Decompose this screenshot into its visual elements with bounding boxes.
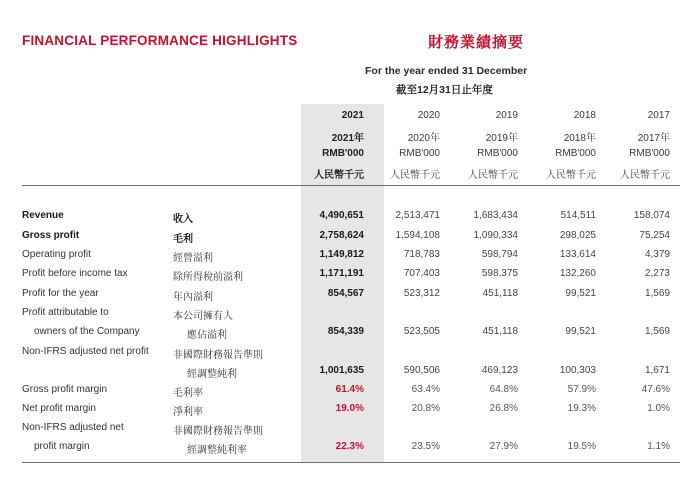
cell-value: 75,254 <box>639 230 670 241</box>
row-label-zh: 除所得稅前溢利 <box>173 272 243 283</box>
cell-value: 57.9% <box>567 384 596 395</box>
row-label-en: Profit for the year <box>22 288 99 299</box>
cell-value: 61.4% <box>335 384 364 395</box>
cell-value: 1,149,812 <box>319 249 364 260</box>
row-label-zh: 毛利率 <box>173 388 203 399</box>
period-en: For the year ended 31 December <box>365 65 528 77</box>
cell-value: 63.4% <box>411 384 440 395</box>
cell-value: 4,379 <box>644 249 670 260</box>
header-year: 2021 <box>341 110 364 121</box>
row-label-en: Gross profit <box>22 230 80 241</box>
cell-value: 590,506 <box>403 365 440 376</box>
cell-value: 64.8% <box>489 384 518 395</box>
cell-value: 133,614 <box>559 249 596 260</box>
header-year: 2019 <box>495 110 518 121</box>
header-unit-en: RMB'000 <box>477 148 518 159</box>
row-label-zh-cont: 應佔溢利 <box>187 330 227 341</box>
bottom-rule <box>22 462 680 463</box>
header-year: 2017 <box>647 110 670 121</box>
cell-value: 132,260 <box>559 268 596 279</box>
header-unit-en: RMB'000 <box>399 148 440 159</box>
cell-value: 1,683,434 <box>473 210 518 221</box>
cell-value: 99,521 <box>565 288 596 299</box>
cell-value: 158,074 <box>633 210 670 221</box>
cell-value: 523,312 <box>403 288 440 299</box>
row-label-zh: 非國際財務報告準則 <box>173 350 263 361</box>
row-label-zh: 毛利 <box>173 234 193 245</box>
row-label-zh: 淨利率 <box>173 407 203 418</box>
cell-value: 19.5% <box>567 441 596 452</box>
cell-value: 451,118 <box>482 326 518 337</box>
period-zh: 截至12月31日止年度 <box>396 84 493 96</box>
row-label-en-cont: profit margin <box>34 441 90 452</box>
header-unit-zh: 人民幣千元 <box>468 170 518 181</box>
row-label-zh: 經營溢利 <box>173 253 213 264</box>
cell-value: 718,783 <box>403 249 440 260</box>
row-label-en: Non-IFRS adjusted net <box>22 422 124 433</box>
row-label-zh: 非國際財務報告準則 <box>173 426 263 437</box>
header-unit-zh: 人民幣千元 <box>314 170 364 181</box>
row-label-en: Profit before income tax <box>22 268 128 279</box>
cell-value: 598,794 <box>481 249 518 260</box>
row-label-zh-cont: 經調整純利 <box>187 369 237 380</box>
cell-value: 27.9% <box>489 441 518 452</box>
header-year-zh: 2017年 <box>637 133 670 144</box>
cell-value: 2,513,471 <box>395 210 440 221</box>
header-unit-zh: 人民幣千元 <box>620 170 670 181</box>
row-label-zh: 年內溢利 <box>173 292 213 303</box>
cell-value: 22.3% <box>335 441 364 452</box>
cell-value: 469,123 <box>481 365 518 376</box>
title-zh: 財務業績摘要 <box>428 34 525 51</box>
header-year: 2018 <box>573 110 596 121</box>
row-label-en: Operating profit <box>22 249 91 260</box>
cell-value: 99,521 <box>565 326 596 337</box>
cell-value: 598,375 <box>481 268 518 279</box>
cell-value: 1,171,191 <box>319 268 364 279</box>
header-year-zh: 2020年 <box>407 133 440 144</box>
cell-value: 23.5% <box>411 441 440 452</box>
cell-value: 1,090,334 <box>473 230 518 241</box>
cell-value: 2,758,624 <box>319 230 364 241</box>
row-label-en: Profit attributable to <box>22 307 109 318</box>
cell-value: 1,671 <box>644 365 670 376</box>
cell-value: 451,118 <box>482 288 518 299</box>
top-rule <box>22 185 680 186</box>
cell-value: 1,001,635 <box>319 365 364 376</box>
cell-value: 19.3% <box>567 403 596 414</box>
cell-value: 854,339 <box>327 326 364 337</box>
cell-value: 26.8% <box>489 403 518 414</box>
cell-value: 19.0% <box>335 403 364 414</box>
header-unit-zh: 人民幣千元 <box>546 170 596 181</box>
row-label-en: Net profit margin <box>22 403 96 414</box>
cell-value: 523,505 <box>403 326 440 337</box>
header-unit-en: RMB'000 <box>322 148 364 159</box>
cell-value: 298,025 <box>559 230 596 241</box>
header-year-zh: 2021年 <box>331 133 364 144</box>
row-label-zh: 本公司擁有人 <box>173 311 233 322</box>
header-year-zh: 2019年 <box>485 133 518 144</box>
header-unit-en: RMB'000 <box>555 148 596 159</box>
cell-value: 20.8% <box>411 403 440 414</box>
row-label-en: Revenue <box>22 210 64 221</box>
row-label-zh: 收入 <box>173 214 193 225</box>
cell-value: 1,569 <box>644 326 670 337</box>
cell-value: 854,567 <box>327 288 364 299</box>
row-label-en: Gross profit margin <box>22 384 108 395</box>
cell-value: 1,569 <box>644 288 670 299</box>
cell-value: 47.6% <box>641 384 670 395</box>
header-year-zh: 2018年 <box>563 133 596 144</box>
header-unit-en: RMB'000 <box>629 148 670 159</box>
cell-value: 1,594,108 <box>395 230 440 241</box>
cell-value: 4,490,651 <box>319 210 364 221</box>
cell-value: 707,403 <box>403 268 440 279</box>
row-label-en: Non-IFRS adjusted net profit <box>22 346 149 357</box>
cell-value: 1.1% <box>647 441 670 452</box>
title-en: FINANCIAL PERFORMANCE HIGHLIGHTS <box>22 33 298 48</box>
row-label-zh-cont: 經調整純利率 <box>187 445 247 456</box>
cell-value: 514,511 <box>560 210 596 221</box>
cell-value: 1.0% <box>647 403 670 414</box>
header-unit-zh: 人民幣千元 <box>390 170 440 181</box>
header-year: 2020 <box>417 110 440 121</box>
row-label-en-cont: owners of the Company <box>34 326 140 337</box>
cell-value: 2,273 <box>644 268 670 279</box>
cell-value: 100,303 <box>559 365 596 376</box>
